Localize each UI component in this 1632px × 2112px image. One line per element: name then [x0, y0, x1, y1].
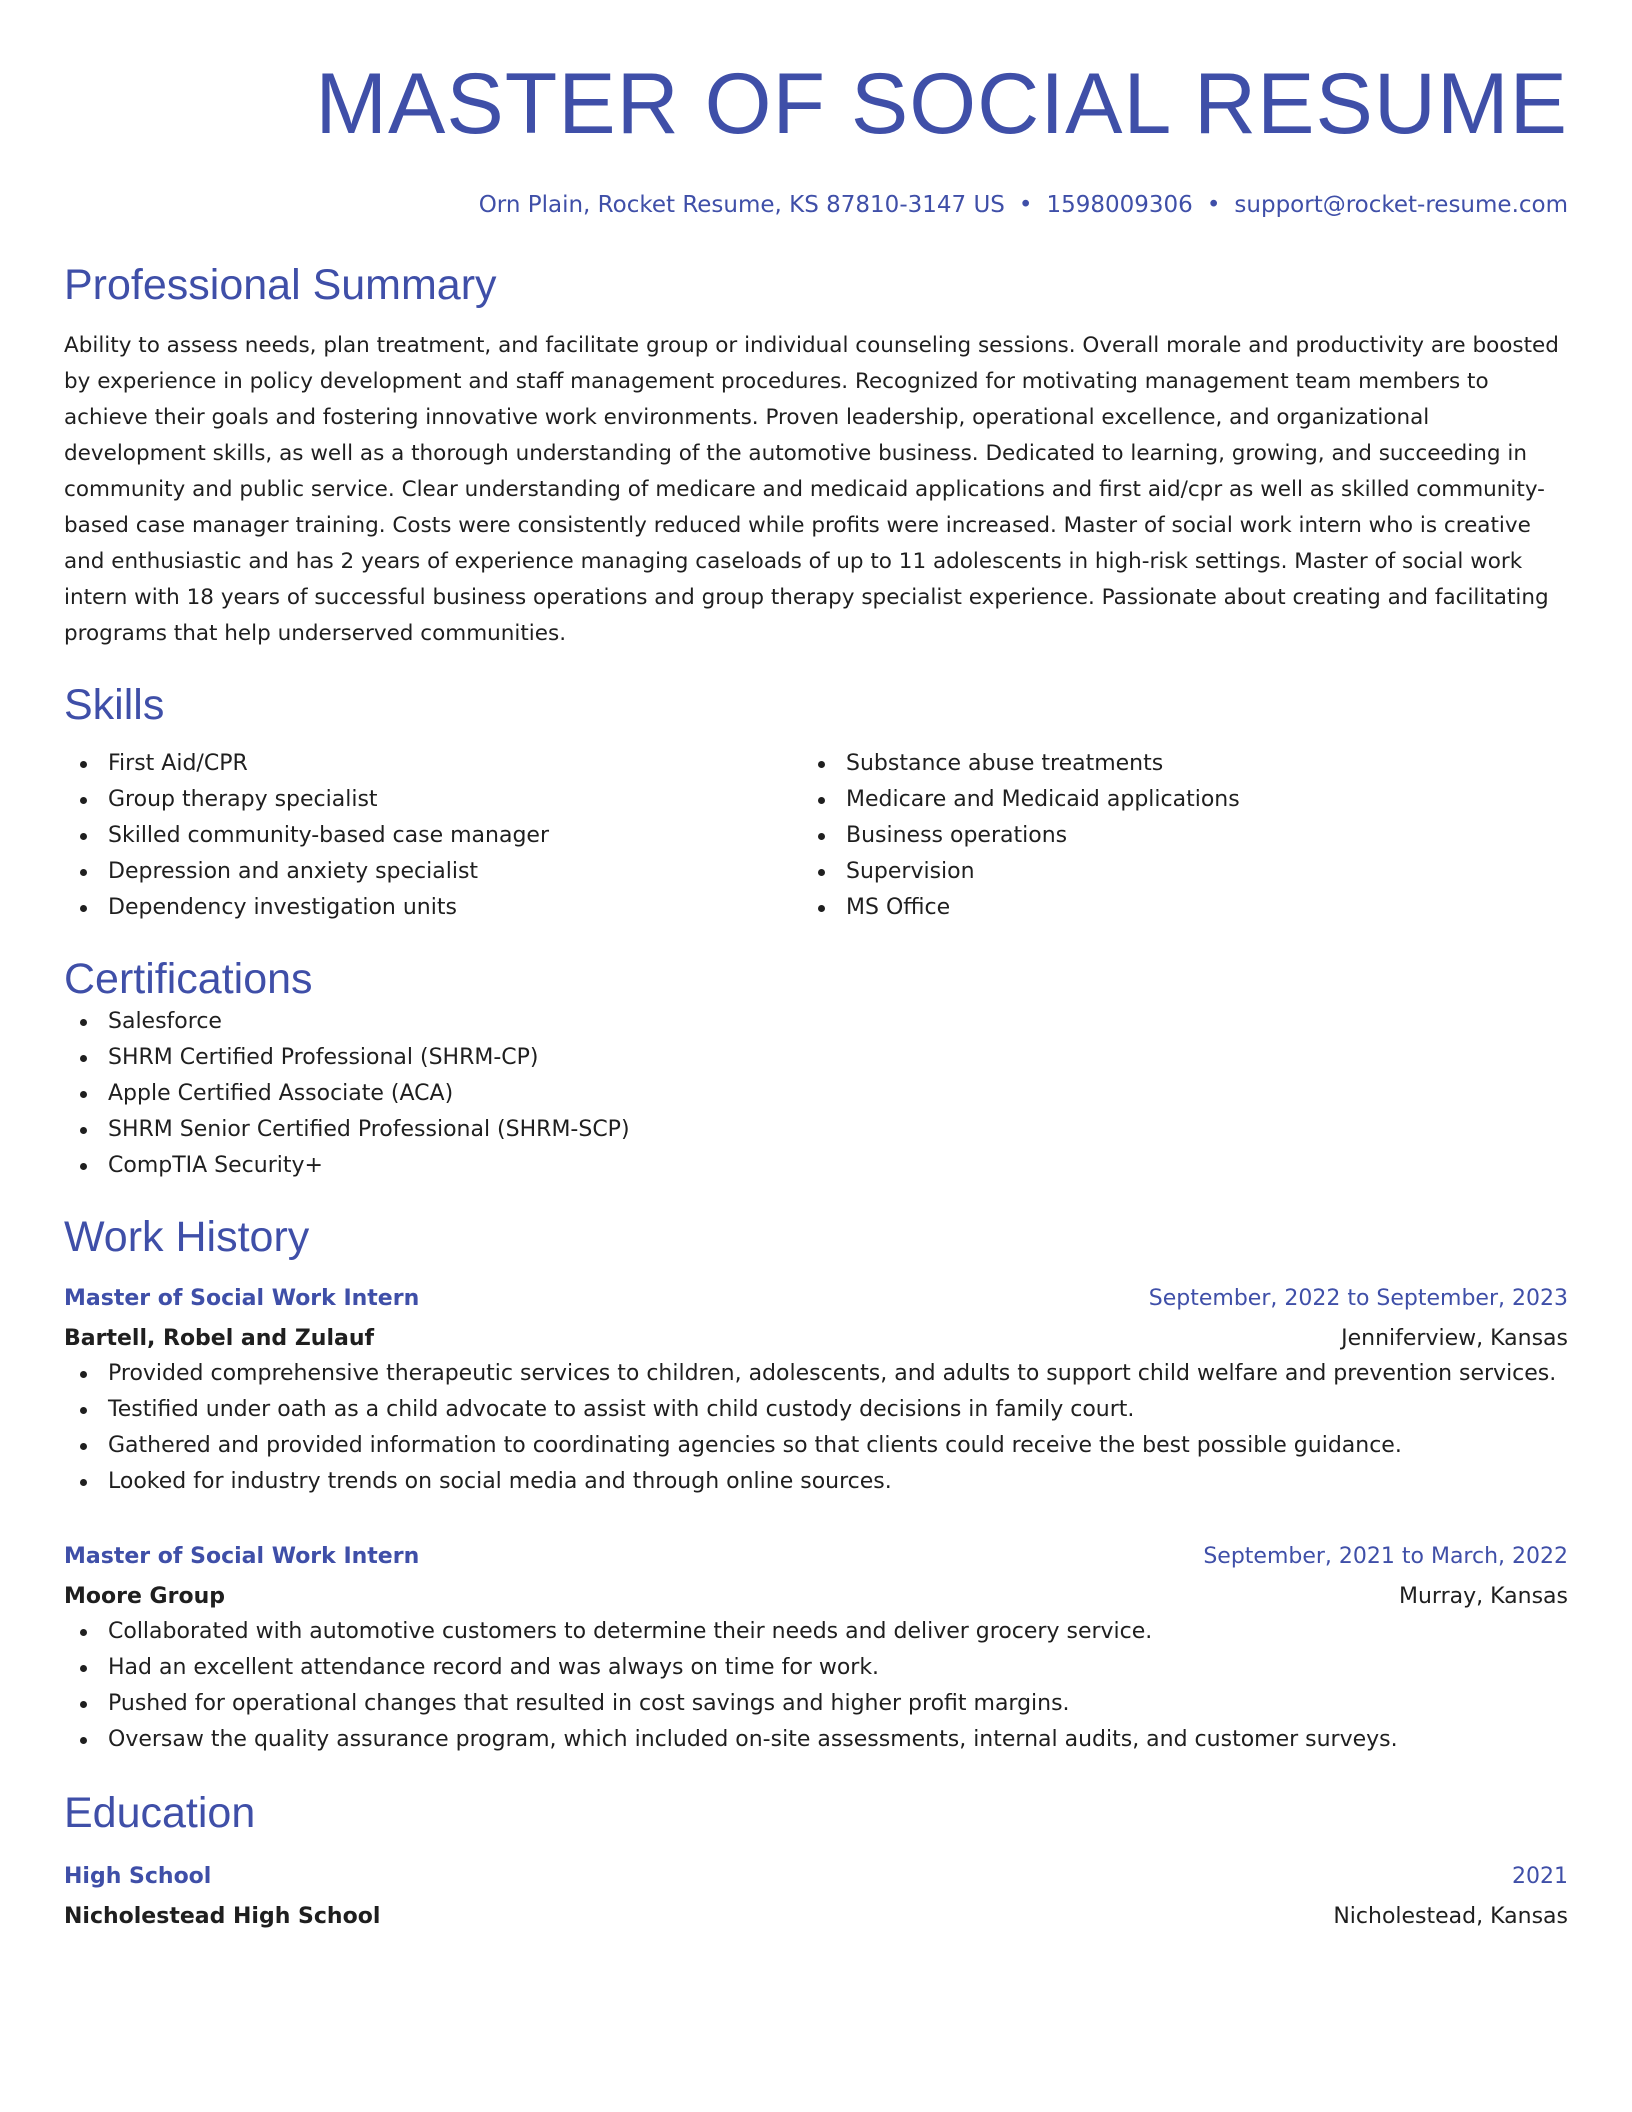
- skill-item: Dependency investigation units: [64, 890, 802, 926]
- job-bullet: Looked for industry trends on social media and through online sources.: [64, 1464, 1568, 1500]
- section-title-certifications: Certifications: [64, 955, 313, 1003]
- skill-item: Supervision: [802, 854, 1540, 890]
- job-bullet: Provided comprehensive therapeutic services to children, adolescents, and adults to support child welfare and prevention services.: [64, 1356, 1568, 1392]
- contact-address: Orn Plain, Rocket Resume, KS 87810-3147 US: [478, 192, 1005, 218]
- job-bullet-list: [64, 1356, 1568, 1500]
- section-title-work-history: Work History: [64, 1213, 310, 1261]
- certifications-list: [64, 1004, 1568, 1184]
- skill-item: Medicare and Medicaid applications: [802, 782, 1540, 818]
- certification-item: SHRM Certified Professional (SHRM-CP): [64, 1040, 1568, 1076]
- skills-column-left: [64, 746, 802, 926]
- certification-item: CompTIA Security+: [64, 1148, 1568, 1184]
- job-bullet: Testified under oath as a child advocate to assist with child custody decisions in family court.: [64, 1392, 1568, 1428]
- job-entry: [64, 1540, 1568, 1758]
- job-bullet-list: [64, 1614, 1568, 1758]
- job-company-row: [64, 1574, 1568, 1614]
- summary-text: Ability to assess needs, plan treatment, and facilitate group or individual counseling sessions. Overall morale and productivity are boosted by experience in policy development and staff management procedures. Recognized for motivating management team members to achieve their goals and fostering innovative work environments. Proven leadership, operational excellence, and organizational development skills, as well as a thorough understanding of the automotive business. Dedicated to learning, growing, and succeeding in community and public service. Clear understanding of medicare and medicaid applications and first aid/cpr as well as skilled community-based case manager training. Costs were consistently reduced while profits were increased. Master of social work intern who is creative and enthusiastic and has 2 years of experience managing caseloads of up to 11 adolescents in high-risk settings. Master of social work intern with 18 years of successful business operations and group therapy specialist experience. Passionate about creating and facilitating programs that help underserved communities.: [64, 333, 1559, 646]
- job-header-row: [64, 1282, 1568, 1316]
- job-bullet: Gathered and provided information to coordinating agencies so that clients could receive the best possible guidance.: [64, 1428, 1568, 1464]
- job-company: Bartell, Robel and Zulauf: [64, 1326, 375, 1351]
- education-header-row: [64, 1860, 1568, 1894]
- contact-separator: •: [1018, 192, 1033, 218]
- job-bullet: Had an excellent attendance record and was always on time for work.: [64, 1650, 1568, 1686]
- job-company-row: [64, 1316, 1568, 1356]
- job-bullet: Oversaw the quality assurance program, which included on-site assessments, internal audits, and customer surveys.: [64, 1722, 1568, 1758]
- job-dates: September, 2021 to March, 2022: [1203, 1544, 1568, 1569]
- skill-item: Business operations: [802, 818, 1540, 854]
- section-title-summary: Professional Summary: [64, 261, 497, 309]
- job-company: Moore Group: [64, 1584, 225, 1609]
- education-school: Nicholestead High School: [64, 1904, 381, 1929]
- job-role: Master of Social Work Intern: [64, 1544, 420, 1569]
- skill-item: MS Office: [802, 890, 1540, 926]
- skills-list-left: [64, 746, 802, 926]
- section-title-education: Education: [64, 1789, 256, 1837]
- skill-item: Group therapy specialist: [64, 782, 802, 818]
- certification-item: SHRM Senior Certified Professional (SHRM-SCP): [64, 1112, 1568, 1148]
- certification-item: Apple Certified Associate (ACA): [64, 1076, 1568, 1112]
- job-role: Master of Social Work Intern: [64, 1286, 420, 1311]
- job-bullet: Collaborated with automotive customers to determine their needs and deliver grocery service.: [64, 1614, 1568, 1650]
- skills-grid: [64, 746, 1568, 926]
- job-bullet: Pushed for operational changes that resulted in cost savings and higher profit margins.: [64, 1686, 1568, 1722]
- education-year: 2021: [1512, 1864, 1568, 1889]
- skill-item: First Aid/CPR: [64, 746, 802, 782]
- job-header-row: [64, 1540, 1568, 1574]
- job-location: Jenniferview, Kansas: [1341, 1326, 1568, 1351]
- job-dates: September, 2022 to September, 2023: [1148, 1286, 1568, 1311]
- education-entry: [64, 1860, 1568, 1934]
- job-entry: [64, 1282, 1568, 1500]
- skill-item: Skilled community-based case manager: [64, 818, 802, 854]
- education-degree: High School: [64, 1864, 212, 1889]
- education-location: Nicholestead, Kansas: [1333, 1904, 1568, 1929]
- contact-email: support@rocket-resume.com: [1234, 192, 1568, 218]
- skills-list-right: [802, 746, 1540, 926]
- education-school-row: [64, 1894, 1568, 1934]
- section-title-skills: Skills: [64, 681, 165, 729]
- contact-phone: 1598009306: [1046, 192, 1193, 218]
- contact-separator: •: [1206, 192, 1221, 218]
- contact-line: [64, 190, 1568, 220]
- resume-name: MASTER OF SOCIAL RESUME: [315, 56, 1568, 152]
- skill-item: Depression and anxiety specialist: [64, 854, 802, 890]
- skills-column-right: [802, 746, 1540, 926]
- job-location: Murray, Kansas: [1399, 1584, 1568, 1609]
- skill-item: Substance abuse treatments: [802, 746, 1540, 782]
- certification-item: Salesforce: [64, 1004, 1568, 1040]
- resume-header: [64, 56, 1568, 220]
